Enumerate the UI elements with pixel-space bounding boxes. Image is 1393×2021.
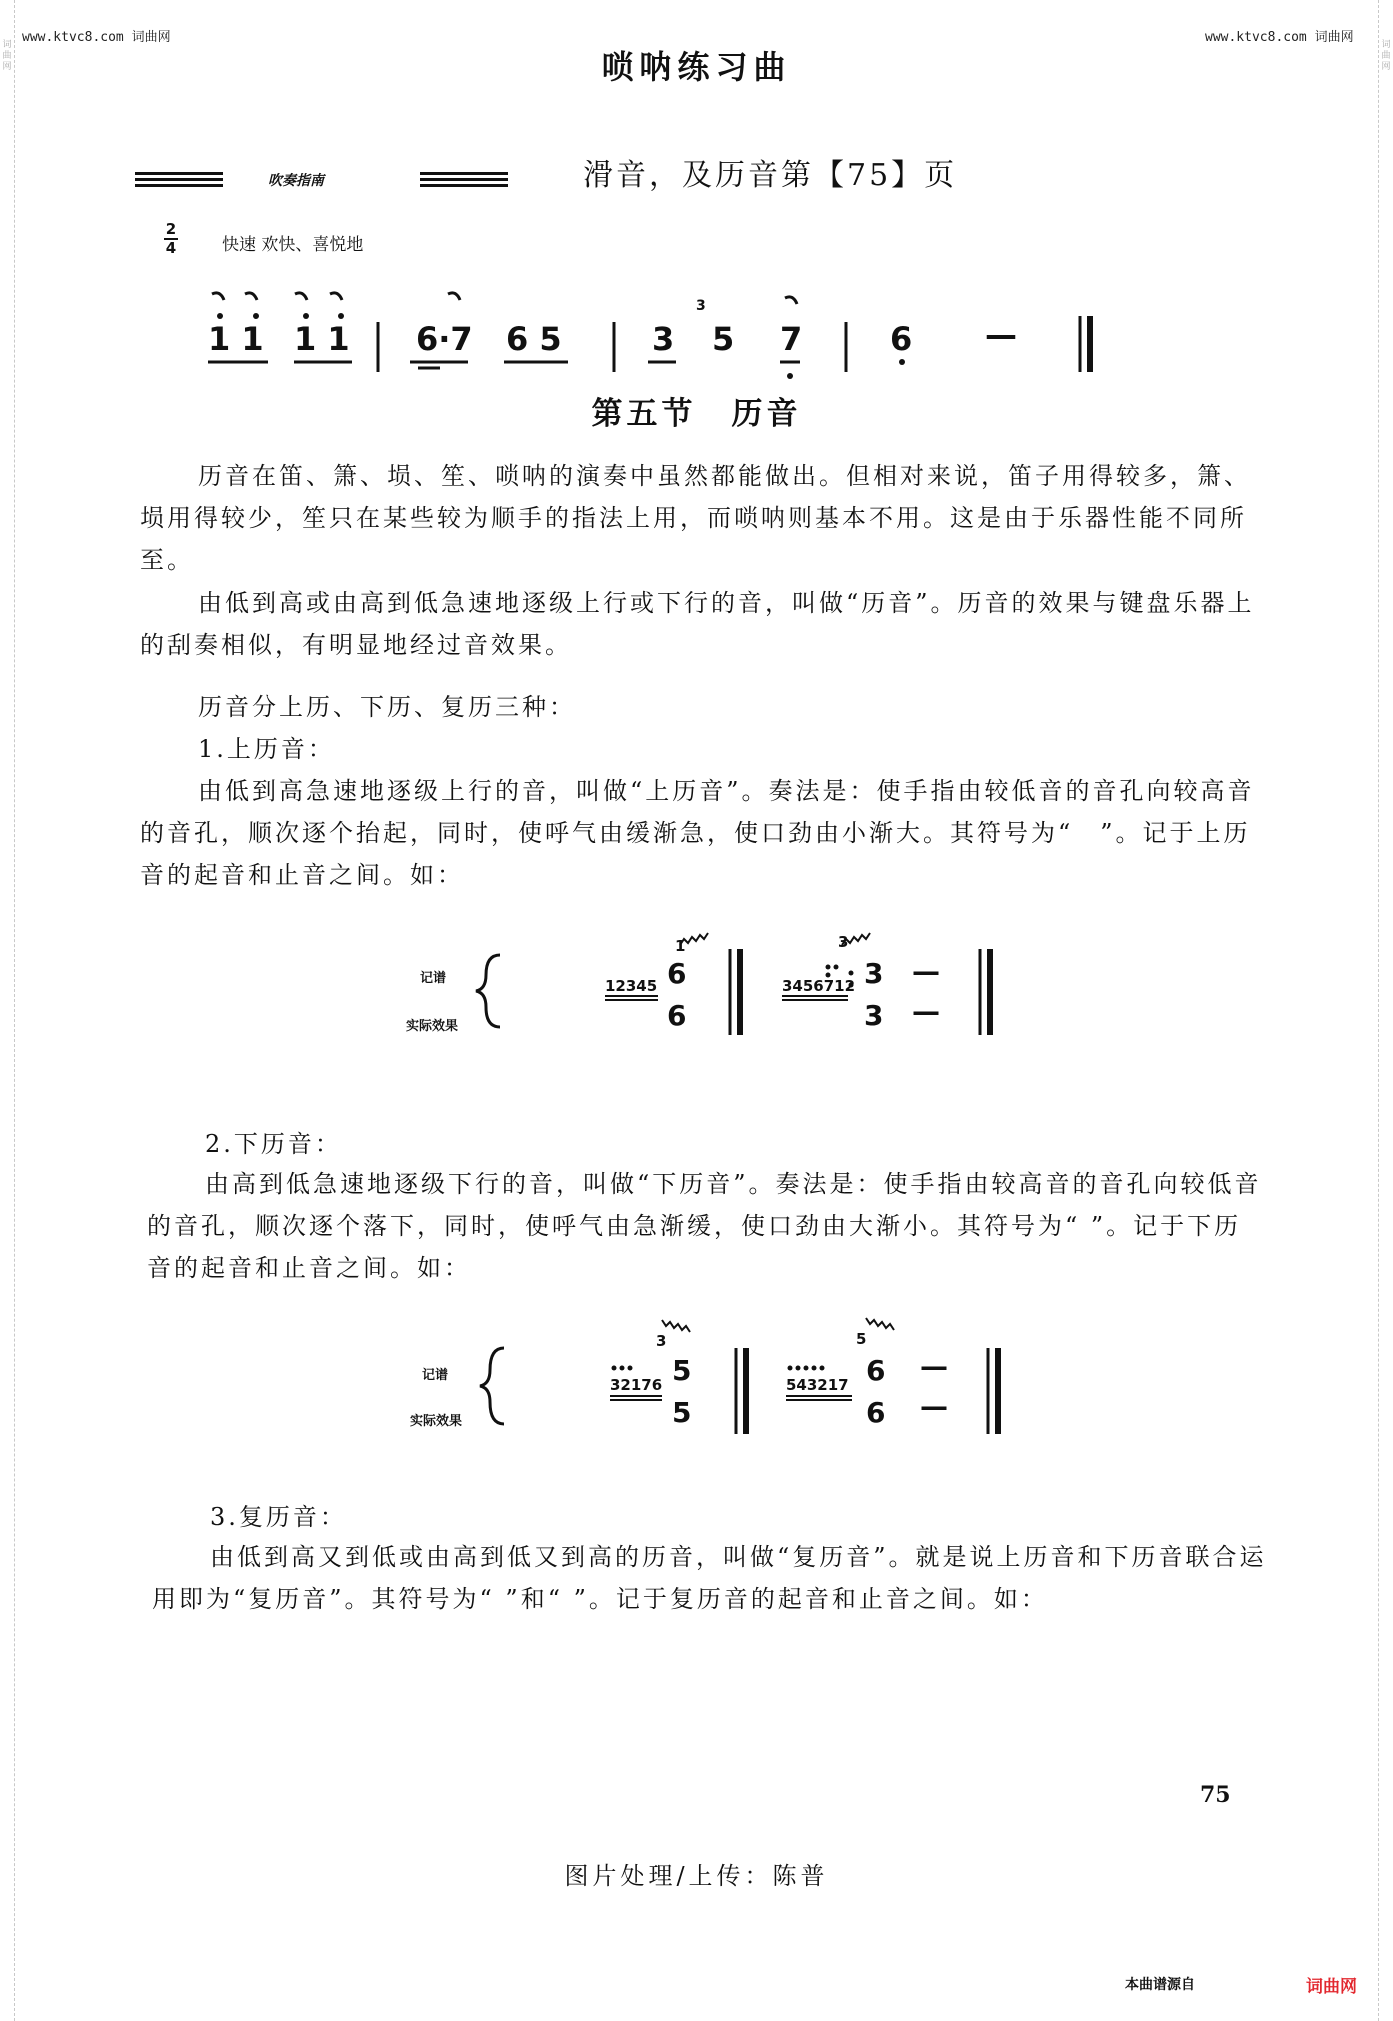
section-title: 第五节 历音 [591, 396, 802, 432]
example-upward-dash-bottom: — [912, 995, 940, 1028]
example-downward [400, 1300, 1020, 1440]
page-title: 唢呐练习曲 [601, 48, 792, 86]
example-downward-dash-bottom: — [920, 1390, 948, 1423]
example-downward-label-effect: 实际效果 [410, 1414, 463, 1429]
example-downward-label-notation: 记谱 [422, 1368, 449, 1383]
heading-upward: 1.上历音： [198, 735, 335, 763]
site-url-right[interactable]: www.ktvc8.com 词曲网 [1205, 30, 1354, 45]
example-downward-b-grace: 5 [856, 1330, 867, 1348]
site-url-left[interactable]: www.ktvc8.com 词曲网 [22, 30, 171, 45]
page-number: 75 [1200, 1782, 1231, 1808]
example-downward-b-bottom: 6 [866, 1396, 886, 1429]
paragraph-types: 历音分上历、下历、复历三种： [198, 693, 576, 721]
heading-downward: 2.下历音： [205, 1130, 342, 1158]
example-downward-a-bottom: 5 [672, 1396, 692, 1429]
example-downward-a-top: 5 [672, 1354, 692, 1387]
paragraph-downward: 由高到低急速地逐级下行的音，叫做“下历音”。奏法是：使手指由较高音的音孔向较低音的音孔，顺次逐个落下，同时，使呼气由急渐缓，使口劲由大渐小。其符号为“ ”。记于下历音的起音和止音之间。如： [147, 1170, 1262, 1282]
example-upward-label-notation: 记谱 [420, 971, 447, 986]
tune-m4-dash: — [985, 316, 1017, 354]
example-upward-b-top: 3 [864, 957, 884, 990]
example-downward-b-run: 543217 [786, 1376, 849, 1394]
upload-credit: 图片处理/上传：陈普 [564, 1862, 829, 1890]
tune-m1-b: 1 1 [294, 320, 350, 358]
example-upward-a-top: 6 [667, 957, 687, 990]
tempo-marking: 快速 欢快、喜悦地 [222, 235, 364, 255]
example-downward-dash-top: — [920, 1350, 948, 1383]
example-downward-a-run: 32176 [610, 1376, 663, 1394]
example-upward-a-run: 12345 [605, 977, 658, 995]
tune-m2-b: 6 5 [506, 320, 562, 358]
left-watermark-text: 词 曲 网 [2, 40, 12, 72]
example-upward-b-grace: 3 [838, 933, 849, 951]
guide-rule-left [135, 172, 223, 187]
paragraph-compound: 由低到高又到低或由高到低又到高的历音，叫做“复历音”。就是说上历音和下历音联合运用即为“复历音”。其符号为“ ”和“ ”。记于复历音的起音和止音之间。如： [152, 1543, 1267, 1613]
right-watermark-text: 词 曲 网 [1381, 40, 1391, 72]
tune-m1-a: 1 1 [208, 320, 264, 358]
tune-m3-grace: 3 [696, 298, 706, 314]
example-upward-a-bottom: 6 [667, 999, 687, 1032]
paragraph-definition: 由低到高或由高到低急速地逐级上行或下行的音，叫做“历音”。历音的效果与键盘乐器上的刮奏相似，有明显地经过音效果。 [140, 589, 1255, 659]
footer-brand-logo[interactable]: 词曲网 [1306, 1977, 1357, 1997]
guide-label: 吹奏指南 [268, 173, 324, 189]
example-upward-a-grace: 1 [675, 937, 686, 955]
tune-m3-a: 3 [652, 320, 675, 358]
tune-m3-b: 5 [712, 320, 735, 358]
footer-source: 本曲谱源自 [1125, 1977, 1195, 1993]
paragraph-upward: 由低到高急速地逐级上行的音，叫做“上历音”。奏法是：使手指由较低音的音孔向较高音的音孔，顺次逐个抬起，同时，使呼气由缓渐急，使口劲由小渐大。其符号为“ ”。记于上历音的起音和止音之间。如： [140, 777, 1255, 889]
example-upward-dash-top: — [912, 955, 940, 988]
guide-rule-right [420, 172, 508, 187]
time-signature: 2 4 [165, 220, 177, 257]
example-downward-b-top: 6 [866, 1354, 886, 1387]
example-downward-a-grace: 3 [656, 1332, 667, 1350]
example-upward [400, 905, 1020, 1045]
tune-m3-c: 7 [780, 320, 803, 358]
example-upward-b-bottom: 3 [864, 999, 884, 1032]
example-upward-b-run: 3456712 [782, 977, 856, 995]
tune-m2-a: 6·7 [416, 320, 473, 358]
example-upward-label-effect: 实际效果 [406, 1019, 459, 1034]
guide-subtitle: 滑音，及历音第【75】页 [583, 158, 958, 193]
paragraph-intro: 历音在笛、箫、埙、笙、唢呐的演奏中虽然都能做出。但相对来说，笛子用得较多，箫、埙用得较少，笙只在某些较为顺手的指法上用，而唢呐则基本不用。这是由于乐器性能不同所至。 [140, 462, 1251, 574]
heading-compound: 3.复历音： [210, 1503, 347, 1531]
tune-m4-a: 6 [890, 320, 913, 358]
tune-notation [0, 280, 1393, 380]
